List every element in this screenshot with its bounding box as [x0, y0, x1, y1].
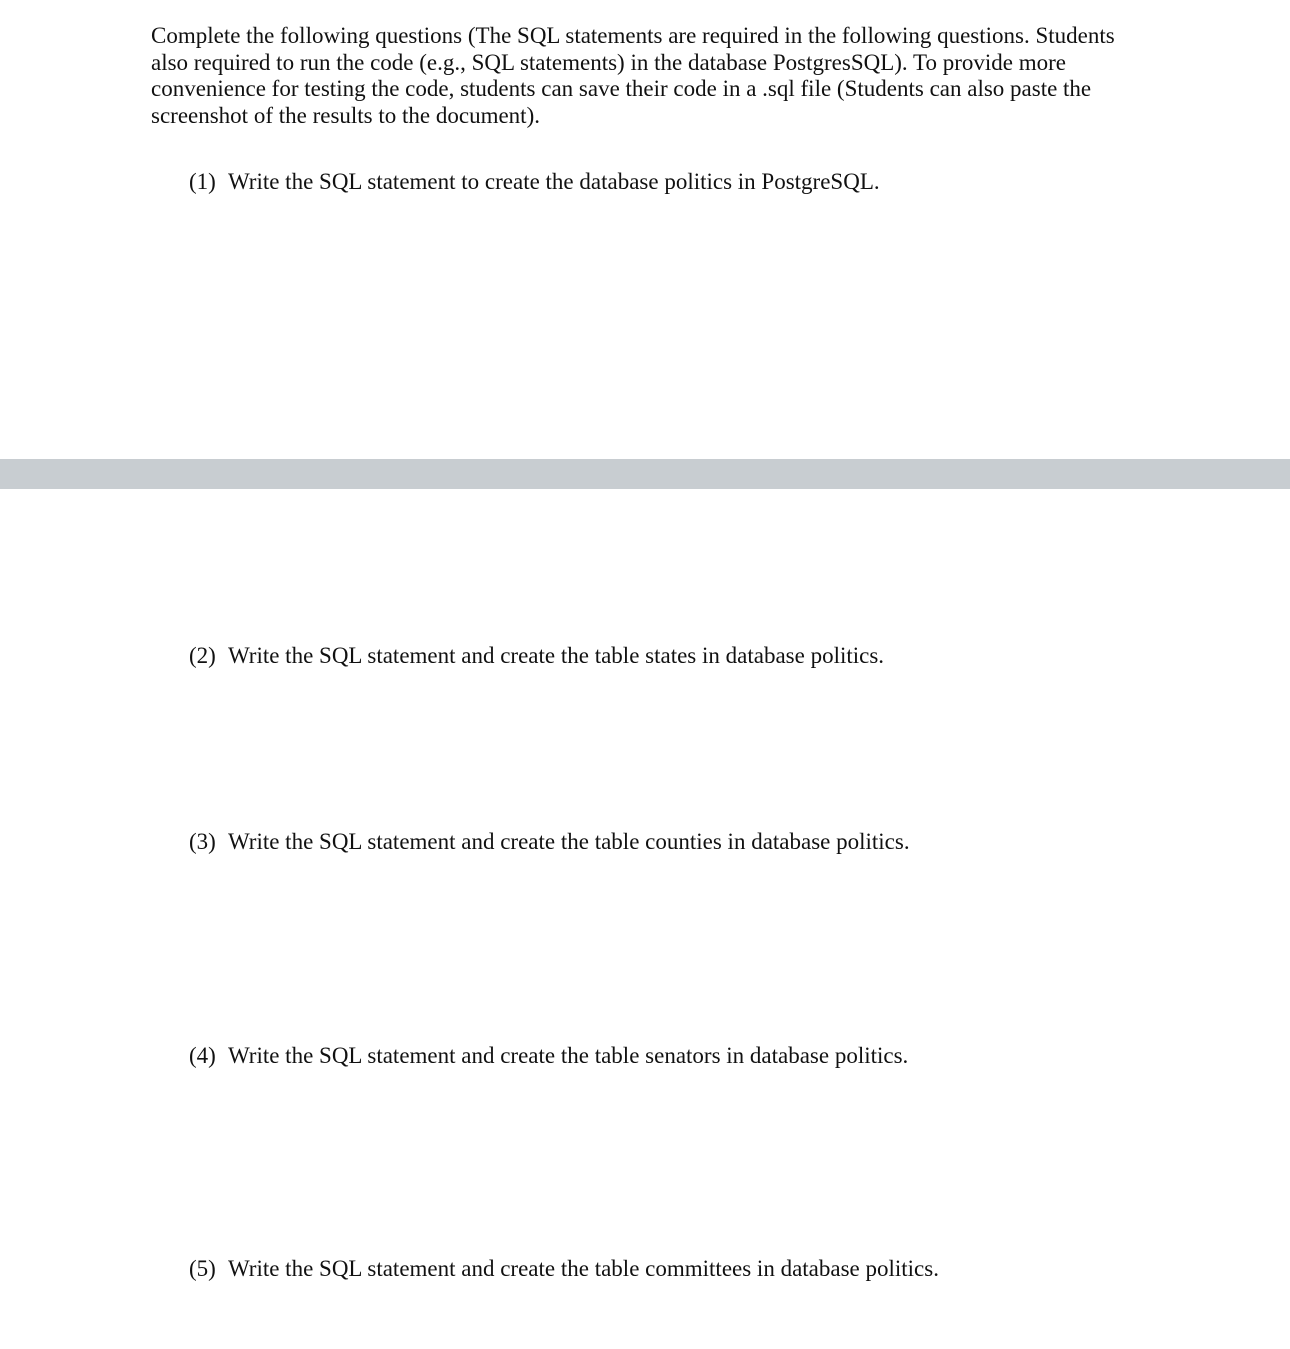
instructions-paragraph [151, 23, 1141, 129]
question-text: Write the SQL statement and create the table counties in database politics. [228, 829, 910, 854]
question-text: Write the SQL statement to create the database politics in PostgreSQL. [228, 169, 880, 194]
instructions-line: convenience for testing the code, students can save their code in a .sql file (Students can also paste the [151, 76, 1092, 101]
question-number: (1) [189, 169, 216, 194]
question-2 [189, 642, 884, 670]
question-text: Write the SQL statement and create the table committees in database politics. [228, 1256, 939, 1281]
instructions-line: also required to run the code (e.g., SQL statements) in the database PostgresSQL). To provide more [151, 49, 1066, 75]
question-number: (4) [189, 1043, 216, 1068]
question-number: (2) [189, 643, 216, 668]
question-number: (3) [189, 829, 216, 854]
question-3 [189, 828, 910, 856]
instructions-line: Complete the following questions (The SQL statements are required in the following questions. Students [151, 23, 1115, 48]
question-4 [189, 1042, 908, 1070]
question-1 [189, 168, 880, 196]
question-number: (5) [189, 1256, 216, 1281]
question-5 [189, 1255, 939, 1283]
question-text: Write the SQL statement and create the table senators in database politics. [228, 1043, 909, 1068]
instructions-line: screenshot of the results to the document). [151, 102, 540, 128]
page-break-separator [0, 459, 1290, 489]
question-text: Write the SQL statement and create the table states in database politics. [228, 643, 885, 668]
